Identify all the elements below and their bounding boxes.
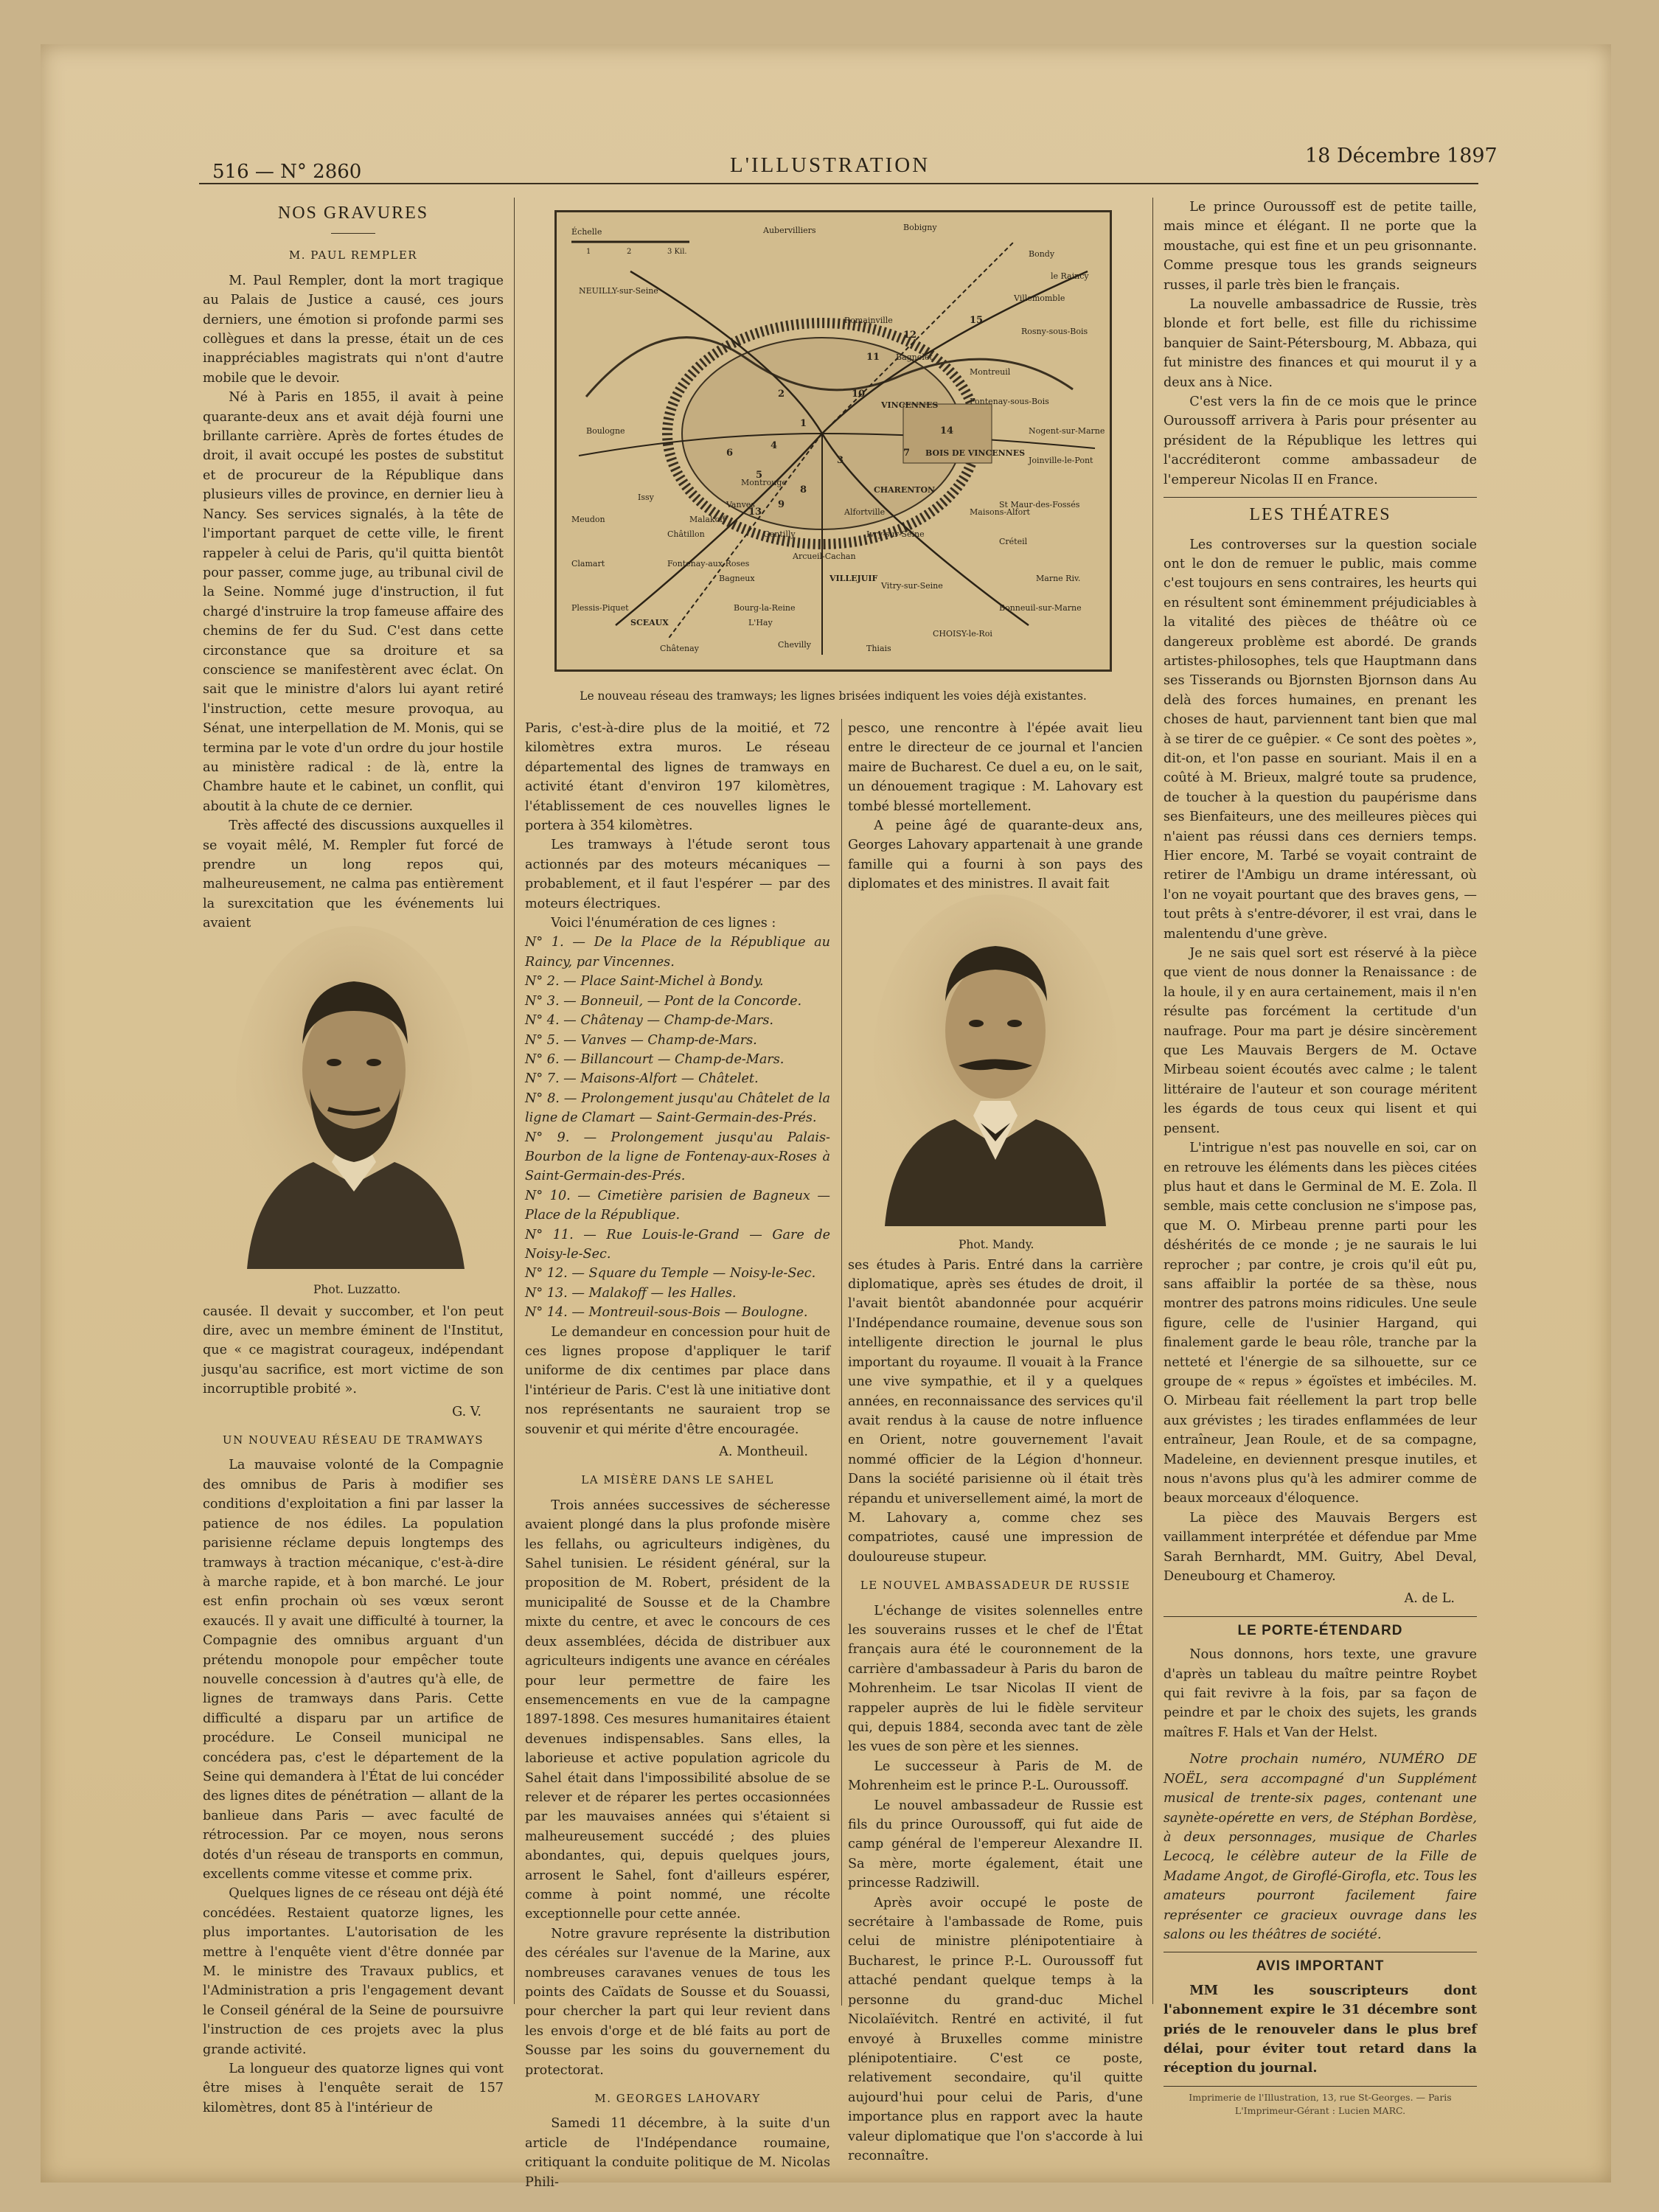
map-label: Créteil [999, 537, 1028, 546]
section-title-gravures: NOS GRAVURES [277, 204, 429, 223]
map-line-number: 13 [748, 507, 762, 518]
map-line-number: 1 [800, 418, 807, 429]
map-label: Aubervilliers [763, 226, 816, 235]
map-label: Thiais [866, 644, 891, 653]
tramway-line-item: N° 8. — Prolongement jusqu'au Châtelet de la ligne de Clamart — Saint-Germain-des-Prés. [525, 1091, 830, 1126]
column-1 [203, 198, 504, 2115]
map-label: Vanves [726, 500, 755, 509]
map-label: L'Hay [748, 618, 773, 627]
section-title-theatres: LES THÉATRES [1249, 505, 1391, 525]
map-line-number: 15 [970, 315, 984, 326]
map-label: Bonneuil-sur-Marne [999, 603, 1082, 613]
section-rule [1164, 497, 1477, 498]
map-line-number: 7 [903, 448, 911, 459]
imprint-note: Imprimerie de l'Illustration, 13, rue St-Georges. — Paris L'Imprimeur-Gérant : Lucien MARC. [1189, 2091, 1452, 2116]
column-rule [1152, 198, 1153, 2004]
map-label: SCEAUX [630, 618, 669, 627]
map-label: CHOISY-le-Roi [933, 629, 992, 639]
section-rule [1164, 2086, 1477, 2087]
tramway-line-item: N° 10. — Cimetière parisien de Bagneux — Place de la République. [525, 1188, 830, 1223]
tramway-line-item: N° 2. — Place Saint-Michel à Bondy. [525, 974, 764, 990]
paragraph: Le successeur à Paris de M. de Mohrenheim est le prince P.-L. Ouroussoff. [848, 1759, 1143, 1794]
paragraph: Après avoir occupé le poste de secrétaire à l'ambassade de Rome, puis celui de ministre plénipotentiaire à Bucharest, le prince P.-L. Ouroussoff fut attaché pendant quelque temps à la personne du grand-duc Michel Nicolaïévitch. Rentré en activité, il fut envoyé à Bruxelles comme ministre plénipotentiaire. C'est ce poste, relativement secondaire, qu'il quitte aujourd'hui pour celui de Paris, d'une importance plus en rapport avec la haute valeur diplomatique que l'on s'accorde à lui reconnaître. [848, 1895, 1143, 2163]
signature: G. V. [452, 1404, 481, 1419]
column-3 [848, 719, 1143, 2163]
map-label: VILLEJUIF [830, 574, 878, 583]
paragraph: La nouvelle ambassadrice de Russie, très blonde et fort belle, est fille du richissime banquier de Saint-Pétersbourg, M. Abbaza, qui fut ministre des finances et qui mourut il y a deux ans à Nice. [1164, 297, 1477, 390]
map-scale-tick: 2 [627, 248, 632, 256]
paragraph: La longueur des quatorze lignes qui vont être mises à l'enquête serait de 157 kilomètres, dont 85 à l'intérieur de [203, 2062, 504, 2115]
map-line-number: 11 [866, 352, 880, 363]
paragraph: L'échange de visites solennelles entre les souverains russes et le chef de l'État français aura été le couronnement de la carrière d'ambassadeur à Paris du baron de Mohrenheim. Le tsar Nicolas II vient de rappeler auprès de lui le fidèle serviteur qui, depuis 1884, seconda avec tant de zèle les vues de son père et les siennes. [848, 1603, 1143, 1755]
paragraph: Nous donnons, hors texte, une gravure d'après un tableau du maître peintre Roybet qui fait revivre à la fois, par sa façon de peindre et par le choix des sujets, les grands maîtres F. Hals et Van der Helst. [1164, 1647, 1477, 1740]
map-label: Marne Riv. [1036, 574, 1081, 583]
paragraph: Trois années successives de sécheresse avaient plongé dans la plus profonde misère les fellahs, ou agriculteurs indigènes, du Sahel tunisien. Le résident général, sur la proposition de M. Robert, président de la municipalité de Sousse et de la Chambre mixte du centre, et avec le concours de ces deux assemblées, décida de distribuer aux agriculteurs indigents une avance en céréales pour leur permettre de faire les ensemencements en vue de la campagne 1897-1898. Ces mesures humanitaires étaient devenues indispensables. Sans elles, la laborieuse et active population agricole du Sahel était dans l'impossibilité absolue de se relever et de réparer les pertes occasionnées par les mauvaises années qui s'étaient si malheureusement succédé ; des pluies abondantes, qui, depuis quelques jours, arrosent le Sahel, font d'ailleurs espérer, comme à point nommé, une récolte exceptionnelle pour cette année. [525, 1498, 830, 1922]
map-caption: Le nouveau réseau des tramways; les lignes brisées indiquent les voies déjà existantes. [580, 689, 1087, 703]
header-rule [199, 183, 1478, 184]
paragraph: La pièce des Mauvais Bergers est vaillamment interprétée et défendue par Mme Sarah Bernhardt, MM. Guitry, Abel Deval, Deneubourg et Chameroy. [1164, 1510, 1477, 1585]
map-label: Châtenay [660, 644, 699, 653]
tramway-line-list [525, 933, 830, 1322]
portrait-lahovary-frame [848, 894, 1143, 1256]
tramway-line-item: N° 7. — Maisons-Alfort — Châtelet. [525, 1071, 759, 1087]
tramway-line-item: N° 1. — De la Place de la République au Raincy, par Vincennes. [525, 935, 830, 970]
tramway-line-item: N° 5. — Vanves — Champ-de-Mars. [525, 1032, 757, 1048]
map-label: Montrouge [741, 478, 787, 487]
paragraph: L'intrigue n'est pas nouvelle en soi, car on en retrouve les éléments dans les pièces citées plus haut et dans le Germinal de M. E. Zola. Il semble, mais cette conclusion ne s'impose pas, que M. O. Mirbeau prenne parti pour les déshérités de ce monde ; je ne saurais le lui reprocher ; par contre, je crois qu'il eût pu, sans affaiblir la portée de sa thèse, nous montrer des patrons moins ridicules. Une seule figure, celle de l'usinier Hargand, qui finalement garde le beau rôle, tranche par la netteté et l'énergie de sa silhouette, sur ce groupe de « repus » égoïstes et imbéciles. M. O. Mirbeau fait réellement la part trop belle aux grévistes ; les tirades enflammées de leur entraîneur, Jean Roule, et de sa compagne, Madeleine, en deviennent presque inutiles, et nous n'avons plus qu'à les admirer comme de beaux morceaux d'éloquence. [1164, 1141, 1477, 1506]
map-label: Bobigny [903, 223, 937, 232]
tramway-line-item: N° 14. — Montreuil-sous-Bois — Boulogne. [525, 1305, 808, 1321]
map-label: Bagneux [719, 574, 755, 583]
section-title-avis: AVIS IMPORTANT [1256, 1958, 1385, 1975]
map-label: Montreuil [970, 367, 1011, 377]
map-label: Romainville [844, 316, 893, 325]
map-line-number: 5 [756, 470, 763, 481]
map-label: BOIS DE VINCENNES [925, 448, 1026, 458]
map-label: Boulogne [586, 426, 625, 436]
tramway-line-item: N° 3. — Bonneuil, — Pont de la Concorde. [525, 993, 802, 1009]
article-title-sahel: LA MISÈRE DANS LE SAHEL [581, 1473, 774, 1487]
article-title-lahovary: M. GEORGES LAHOVARY [594, 2092, 761, 2106]
tramway-map-drawing [557, 212, 1110, 669]
paragraph: Le prince Ouroussoff est de petite taille, mais mince et élégant. Il ne porte que la moustache, qui est fine et un peu grisonnante. Comme presque tous les grands seigneurs russes, il parle très bien le français. [1164, 200, 1477, 293]
map-label: Issy [638, 493, 654, 502]
tramway-line-item: N° 9. — Prolongement jusqu'au Palais-Bourbon de la ligne de Fontenay-aux-Roses à Saint-Germain-des-Prés. [525, 1130, 830, 1184]
map-line-number: 10 [852, 389, 866, 400]
map-line-number: 4 [771, 440, 778, 451]
map-label: Villemomble [1014, 293, 1065, 303]
portrait-rempler-frame [203, 933, 504, 1302]
map-label: le Raincy [1051, 271, 1089, 281]
paragraph: Les controverses sur la question sociale ont le don de remuer le public, mais comme c'est toujours en sens contraires, les heurts qui en résultent sont éminemment préjudiciables à la vitalité des pièces de théâtre où ce dangereux problème est abordé. De grands artistes-philosophes, tels que Hauptmann dans ses Tisserands ou Bjornsten Bjornson dans Au delà des forces humaines, en prenant les choses de haut, parviennent tant bien que mal à se tirer de ce guêpier. « Ce sont des poètes », dit-on, et l'on passe en souriant. Mais il en a coûté à M. Brieux, malgré toute sa prudence, de toucher à la question du paupérisme dans ses Bienfaiteurs, une des meilleures pièces qui n'aient pas réussi dans ces derniers temps. Hier encore, M. Tarbé se voyait contraint de retirer de l'Ambigu un drame intéressant, où l'on ne voyait pourtant que des braves gens, — tout prêts à s'entre-dévorer, il est vrai, dans le malentendu d'une grève. [1164, 537, 1477, 942]
map-label: Plessis-Piquet [571, 603, 629, 613]
tramway-line-item: N° 4. — Châtenay — Champ-de-Mars. [525, 1013, 773, 1029]
map-label: Rosny-sous-Bois [1021, 327, 1088, 336]
paragraph: C'est vers la fin de ce mois que le prince Ouroussoff arrivera à Paris pour présenter au président de la République les lettres qui l'accréditeront comme ambassadeur de l'empereur Nicolas II en France. [1164, 394, 1477, 487]
page-number: 516 — N° 2860 [212, 161, 362, 183]
map-label: VINCENNES [881, 400, 939, 410]
map-label: Fontenay-sous-Bois [970, 397, 1049, 406]
map-label: NEUILLY-sur-Seine [579, 286, 658, 296]
paragraph: Né à Paris en 1855, il avait à peine quarante-deux ans et avait déjà fourni une brillante carrière. Après de fortes études de droit, il avait occupé les postes de substitut et de procureur de la République dans plusieurs villes de province, en dernier lieu à Nancy. Ses services signalés, à la tête de l'important parquet de cette ville, le firent rappeler à celui de Paris, qu'il quitta bientôt pour passer, comme juge, au tribunal civil de la Seine. Nommé juge d'instruction, il fut chargé d'instruire la trop fameuse affaire des chemins de fer du Sud. C'est dans cette circonstance que sa droiture et sa conscience se manifestèrent avec éclat. On sait que le ministre d'alors lui ayant retiré l'instruction, cette mesure provoqua, au Sénat, une interpellation de M. Monis, qui se termina par le vote d'un ordre du jour hostile au ministère radical : de là, entre la Chambre haute et le cabinet, un conflit, qui aboutit à la chute de ce dernier. [203, 390, 504, 814]
paragraph: ses études à Paris. Entré dans la carrière diplomatique, après ses études de droit, il l'avait bientôt abandonnée pour acquérir l'Indépendance roumaine, devenue sous son intelligente direction le journal le plus important du royaume. Il vouait à la France une vive sympathie, et il y a quelques années, en reconnaissance des services qu'il avait rendus à la cause de notre influence en Orient, notre gouvernement l'avait nommé officier de la Légion d'honneur. Dans la société parisienne où il était très répandu et universellement aimé, la mort de M. Lahovary a, comme chez ses compatriotes, causé une impression de douloureuse stupeur. [848, 1257, 1143, 1565]
paragraph: La mauvaise volonté de la Compagnie des omnibus de Paris à modifier ses conditions d'exploitation a fini par lasser la patience de nos édiles. La population parisienne réclame depuis longtemps des tramways à traction mécanique, c'est-à-dire à marche rapide, et à bon marché. Le jour est enfin prochain où ses vœux seront exaucés. Il y avait une difficulté à tourner, la Compagnie des omnibus arguant d'un prétendu monopole pour empêcher toute nouvelle concession à d'autres qu'à elle, de lignes de tramways dans Paris. Cette difficulté a disparu par un artifice de procédure. Le Conseil municipal ne concédera pas, c'est le département de la Seine qui demandera à l'État de lui concéder des lignes dites de pénétration — allant de la banlieue dans Paris — avec faculté de rétrocession. Par ce moyen, nous serons dotés d'un réseau de transports en commun, excellents comme vitesse et comme prix. [203, 1458, 504, 1882]
portrait-rempler [232, 941, 476, 1269]
signature: A. Montheuil. [719, 1444, 808, 1460]
map-line-number: 12 [903, 330, 917, 341]
map-label: Malakoff [689, 515, 726, 524]
article-title-rempler: M. PAUL REMPLER [288, 248, 418, 262]
tramway-line-item: N° 6. — Billancourt — Champ-de-Mars. [525, 1051, 785, 1067]
map-label: Vitry-sur-Seine [881, 581, 943, 591]
signature: A. de L. [1404, 1591, 1455, 1607]
paragraph: Samedi 11 décembre, à la suite d'un article de l'Indépendance roumaine, critiquant la conduite politique de M. Nicolas Phili- [525, 2116, 830, 2190]
tramway-line-item: N° 13. — Malakoff — les Halles. [525, 1285, 737, 1301]
map-label: Échelle [571, 227, 602, 237]
map-line-number: 6 [726, 448, 734, 459]
paragraph: pesco, une rencontre à l'épée avait lieu entre le directeur de ce journal et l'ancien maire de Bucharest. Ce duel a eu, on le sait, un dénouement tragique : M. Lahovary est tombé blessé mortellement. [848, 721, 1143, 814]
map-label: CHARENTON [874, 485, 936, 495]
paragraph: M. Paul Rempler, dont la mort tragique au Palais de Justice a causé, ces jours derniers, une émotion si profonde parmi ses collègues et dans la presse, était un de ces inappréciables magistrats qui n'ont d'autre mobile que le devoir. [203, 273, 504, 386]
title-rule [331, 233, 375, 234]
tramway-line-item: N° 11. — Rue Louis-le-Grand — Gare de Noisy-le-Sec. [525, 1227, 830, 1262]
tramway-line-item: N° 12. — Square du Temple — Noisy-le-Sec. [525, 1266, 816, 1281]
map-label: Bourg-la-Reine [734, 603, 796, 613]
map-label: St Maur-des-Fossés [999, 500, 1080, 509]
map-label: Meudon [571, 515, 605, 524]
map-label: Fontenay-aux-Roses [667, 559, 750, 568]
tramway-map [554, 210, 1112, 672]
map-label: Chevilly [778, 640, 811, 650]
paragraph-noel: Notre prochain numéro, NUMÉRO DE NOËL, sera accompagné d'un Supplément musical de trente-six pages, contenant une saynète-opérette en vers, de Stéphan Bordèse, à deux personnages, musique de Charles Lecocq, le célèbre auteur de la Fille de Madame Angot, de Giroflé-Girofla, etc. Tous les amateurs pourront facilement faire représenter ce gracieux ouvrage dans les salons ou les théâtres de société. [1164, 1752, 1477, 1942]
paragraph: A peine âgé de quarante-deux ans, Georges Lahovary appartenait à une grande famille qui a fourni à son pays des diplomates et des ministres. Il avait fait [848, 818, 1143, 892]
paragraph: Paris, c'est-à-dire plus de la moitié, et 72 kilomètres extra muros. Le réseau départemental des lignes de tramways en activité étant d'environ 197 kilomètres, l'établissement de ces nouvelles lignes le portera à 354 kilomètres. [525, 721, 830, 834]
column-2 [525, 719, 830, 2190]
map-label: Maisons-Alfort [970, 507, 1030, 517]
map-label: Arcueil-Cachan [793, 552, 856, 561]
article-title-tramways: UN NOUVEAU RÉSEAU DE TRAMWAYS [222, 1433, 484, 1447]
map-label: Bondy [1029, 249, 1055, 259]
portrait-lahovary [870, 902, 1121, 1226]
map-label: Gentilly [763, 529, 796, 539]
map-label: Nogent-sur-Marne [1029, 426, 1105, 436]
paragraph: Voici l'énumération de ces lignes : [551, 916, 776, 931]
article-title-ambassadeur: LE NOUVEL AMBASSADEUR DE RUSSIE [860, 1579, 1131, 1593]
paragraph: Je ne sais quel sort est réservé à la pièce que vient de nous donner la Renaissance : de la houle, il y en aura certainement, mais il n'en résulte pas forcément la certitude d'un naufrage. Pour ma part je désire sincèrement que Les Mauvais Bergers de M. Octave Mirbeau soient écoutés avec calme ; le talent littéraire de l'auteur et son courage méritent les égards de tous ceux qui lisent et qui pensent. [1164, 946, 1477, 1136]
map-scale-tick: 1 [586, 248, 591, 256]
paragraph: Très affecté des discussions auxquelles il se voyait mêlé, M. Rempler fut forcé de prendre un long repos qui, malheureusement, ne calma pas entièrement la surexcitation que les événements lui avaient [203, 818, 504, 931]
paragraph: Quelques lignes de ce réseau ont déjà été concédées. Restaient quatorze lignes, les plus importantes. L'autorisation de les mettre à l'enquête vient d'être donnée par M. le ministre des Travaux publics, et l'Administration a pris l'engagement devant le Conseil général de la Seine de poursuivre l'instruction de ces projets avec la plus grande activité. [203, 1886, 504, 2057]
paragraph: causée. Il devait y succomber, et l'on peut dire, avec un membre éminent de l'Institut, que « ce magistrat courageux, indépendant jusqu'au sacrifice, est mort victime de son incorruptible probité ». [203, 1304, 504, 1397]
masthead-title: L'ILLUSTRATION [730, 153, 931, 177]
paragraph: Le nouvel ambassadeur de Russie est fils du prince Ouroussoff, qui fut aide de camp général de l'empereur Alexandre II. Sa mère, morte également, était une princesse Radziwill. [848, 1798, 1143, 1891]
photo-credit: Phot. Luzzatto. [313, 1282, 401, 1296]
column-rule [841, 719, 842, 2006]
paragraph: Notre gravure représente la distribution des céréales sur l'avenue de la Marine, aux nombreuses caravanes venues de tous les points des Caïdats de Sousse et du Souassi, pour chercher la part qui leur revient dans les envois d'orge et de blé faits au port de Sousse par les soins du gouvernement du protectorat. [525, 1926, 830, 2078]
map-label: Châtillon [667, 529, 705, 539]
photo-credit: Phot. Mandy. [959, 1237, 1034, 1251]
map-line-number: 2 [778, 389, 785, 400]
section-title-porte-etendard: LE PORTE-ÉTENDARD [1237, 1622, 1403, 1638]
paragraph-avis: MM les souscripteurs dont l'abonnement expire le 31 décembre sont priés de le renouveler dans le plus bref délai, pour éviter tout retard dans la réception du journal. [1164, 1982, 1477, 2076]
section-rule [1164, 1616, 1477, 1617]
map-line-number: 14 [940, 425, 954, 437]
map-label: Bagnolet [896, 352, 933, 362]
paragraph: Les tramways à l'étude seront tous actionnés par des moteurs mécaniques — probablement, et il faut l'espérer — par des moteurs électriques. [525, 838, 830, 911]
map-line-number: 3 [837, 455, 844, 466]
map-label: Alfortville [844, 507, 886, 517]
issue-date: 18 Décembre 1897 [1305, 145, 1498, 167]
map-line-number: 9 [778, 499, 785, 510]
column-rule [514, 198, 515, 2004]
map-scale-tick: 3 Kil. [667, 248, 687, 256]
map-label: Joinville-le-Pont [1029, 456, 1093, 465]
map-label: Ivry-sur-Seine [866, 529, 925, 539]
paragraph: Le demandeur en concession pour huit de ces lignes propose d'appliquer le tarif uniforme de dix centimes par place dans l'intérieur de Paris. C'est là une initiative dont nos représentants ne sauraient trop se souvenir et qui mérite d'être encouragée. [525, 1324, 830, 1437]
column-4 [1164, 198, 1477, 2116]
map-line-number: 8 [800, 484, 807, 495]
map-label: Clamart [571, 559, 605, 568]
